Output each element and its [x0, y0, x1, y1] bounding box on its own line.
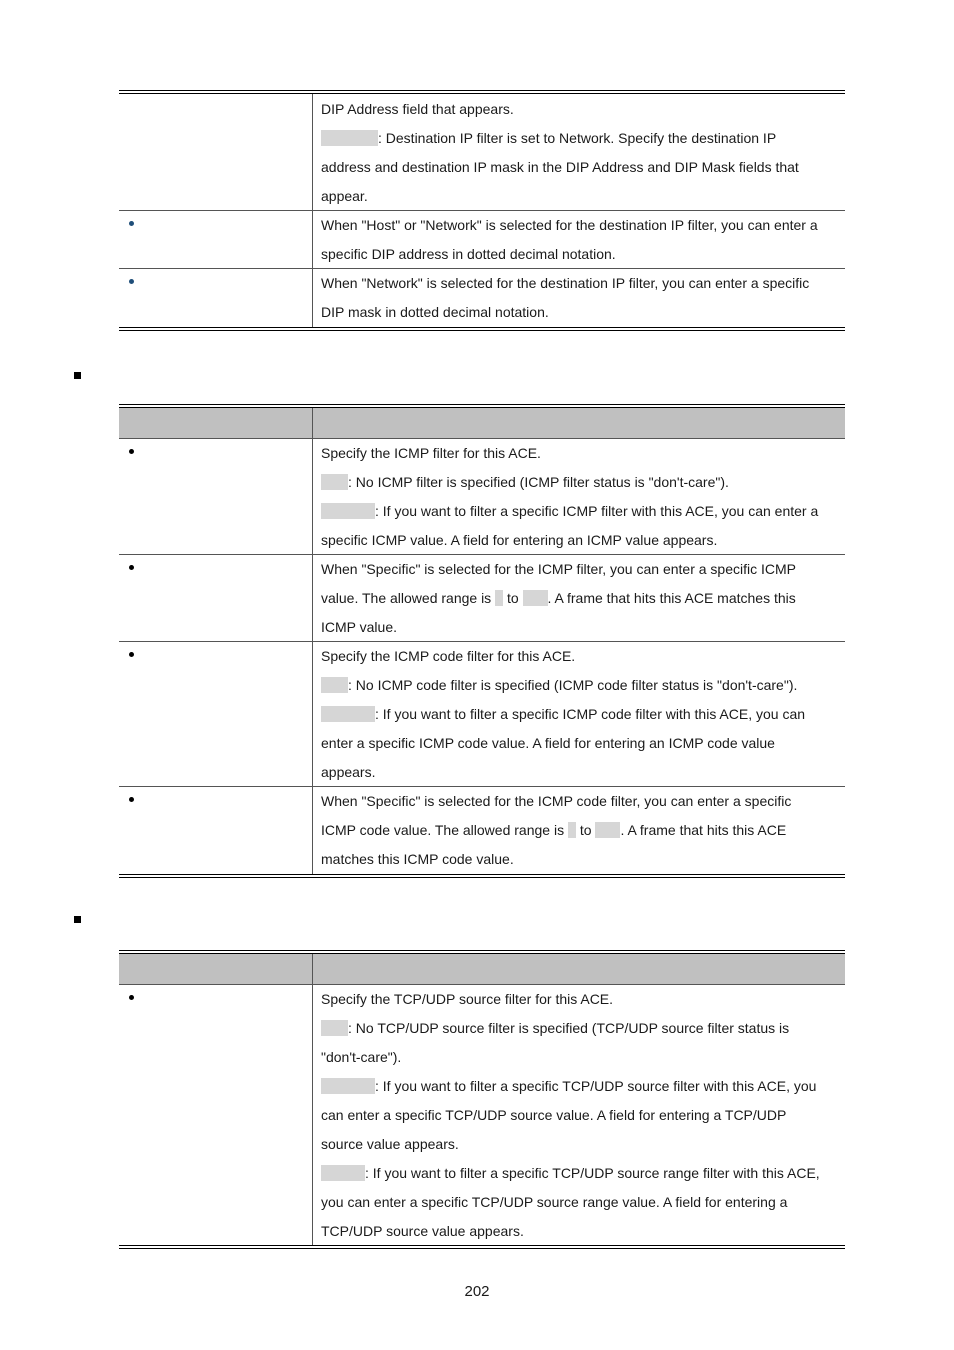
table-header [119, 408, 845, 439]
text-line: : No ICMP filter is specified (ICMP filter status is "don't-care"). [321, 468, 837, 497]
text-line: When "Specific" is selected for the ICMP filter, you can enter a specific ICMP [321, 561, 796, 577]
text-line: : No ICMP code filter is specified (ICMP code filter status is "don't-care"). [321, 671, 837, 700]
text-line: When "Specific" is selected for the ICMP code filter, you can enter a specific [321, 793, 792, 809]
param-cell [119, 211, 313, 268]
table-row [119, 94, 845, 211]
table-row [119, 985, 845, 1245]
redacted-value [495, 590, 503, 606]
description-cell [313, 94, 845, 210]
redacted-term [321, 130, 378, 146]
table-row [119, 787, 845, 874]
redacted-term [321, 706, 375, 722]
icmp-table [119, 404, 845, 878]
table-bottom-rule [119, 327, 845, 331]
text-line: value. The allowed range is to . A frame that hits this ACE matches this [321, 590, 796, 606]
redacted-term [321, 1165, 365, 1181]
text-line: TCP/UDP source value appears. [321, 1223, 524, 1239]
bullet-icon [129, 449, 134, 454]
description-cell [313, 555, 845, 641]
bullet-icon [129, 995, 134, 1000]
text-line: appears. [321, 764, 376, 780]
redacted-value [568, 822, 576, 838]
description-cell [313, 985, 845, 1245]
bullet-icon [129, 221, 134, 226]
square-bullet-icon [74, 372, 81, 379]
param-cell [119, 94, 313, 210]
text-line: Specify the TCP/UDP source filter for this ACE. [321, 991, 614, 1007]
param-cell [119, 439, 313, 554]
redacted-term [321, 503, 375, 519]
bullet-icon [129, 565, 134, 570]
param-cell [119, 269, 313, 327]
square-bullet-icon [74, 916, 81, 923]
text-line: DIP mask in dotted decimal notation. [321, 304, 549, 320]
text-line: address and destination IP mask in the DIP Address and DIP Mask fields that [321, 159, 799, 175]
param-cell [119, 985, 313, 1245]
table-row [119, 211, 845, 269]
redacted-value [595, 822, 620, 838]
text-line: matches this ICMP code value. [321, 851, 514, 867]
text-line: appear. [321, 188, 368, 204]
redacted-value [523, 590, 548, 606]
text-line: can enter a specific TCP/UDP source value. A field for entering a TCP/UDP [321, 1107, 787, 1123]
bullet-icon [129, 279, 134, 284]
description-cell [313, 642, 845, 786]
text-line: : If you want to filter a specific TCP/UDP source range filter with this ACE, [321, 1159, 837, 1188]
description-cell [313, 211, 845, 268]
description-cell [313, 787, 845, 874]
text-line: : If you want to filter a specific ICMP filter with this ACE, you can enter a [321, 497, 837, 526]
text-line: ICMP value. [321, 619, 397, 635]
param-cell [119, 642, 313, 786]
text-line: ICMP code value. The allowed range is to . A frame that hits this ACE [321, 822, 787, 838]
text-line: specific ICMP value. A field for entering an ICMP value appears. [321, 532, 718, 548]
text-line: Specify the ICMP filter for this ACE. [321, 445, 541, 461]
text-line: specific DIP address in dotted decimal notation. [321, 246, 616, 262]
table-bottom-rule [119, 874, 845, 878]
redacted-term [321, 677, 348, 693]
text-line: When "Network" is selected for the destination IP filter, you can enter a specific [321, 275, 810, 291]
table-header [119, 954, 845, 985]
bullet-icon [129, 797, 134, 802]
text-line: DIP Address field that appears. [321, 101, 514, 117]
table-row [119, 439, 845, 555]
dip-table [119, 90, 845, 331]
bullet-icon [129, 652, 134, 657]
redacted-term [321, 1078, 375, 1094]
text-line: When "Host" or "Network" is selected for the destination IP filter, you can enter a [321, 217, 818, 233]
table-row [119, 555, 845, 642]
page-number: 202 [464, 1283, 490, 1300]
text-line: : Destination IP filter is set to Network. Specify the destination IP [321, 124, 837, 153]
description-cell [313, 439, 845, 554]
description-cell [313, 269, 845, 327]
text-line: : No TCP/UDP source filter is specified (TCP/UDP source filter status is [321, 1014, 837, 1043]
text-line: : If you want to filter a specific TCP/UDP source filter with this ACE, you [321, 1072, 837, 1101]
table-row [119, 642, 845, 787]
redacted-term [321, 1020, 348, 1036]
redacted-term [321, 474, 348, 490]
text-line: you can enter a specific TCP/UDP source range value. A field for entering a [321, 1194, 788, 1210]
param-cell [119, 787, 313, 874]
text-line: Specify the ICMP code filter for this ACE. [321, 648, 576, 664]
text-line: enter a specific ICMP code value. A field for entering an ICMP code value [321, 735, 775, 751]
text-line: source value appears. [321, 1136, 459, 1152]
param-cell [119, 555, 313, 641]
text-line: : If you want to filter a specific ICMP code filter with this ACE, you can [321, 700, 837, 729]
text-line: "don't-care"). [321, 1049, 402, 1065]
table-row [119, 269, 845, 327]
tcp-udp-table [119, 950, 845, 1249]
